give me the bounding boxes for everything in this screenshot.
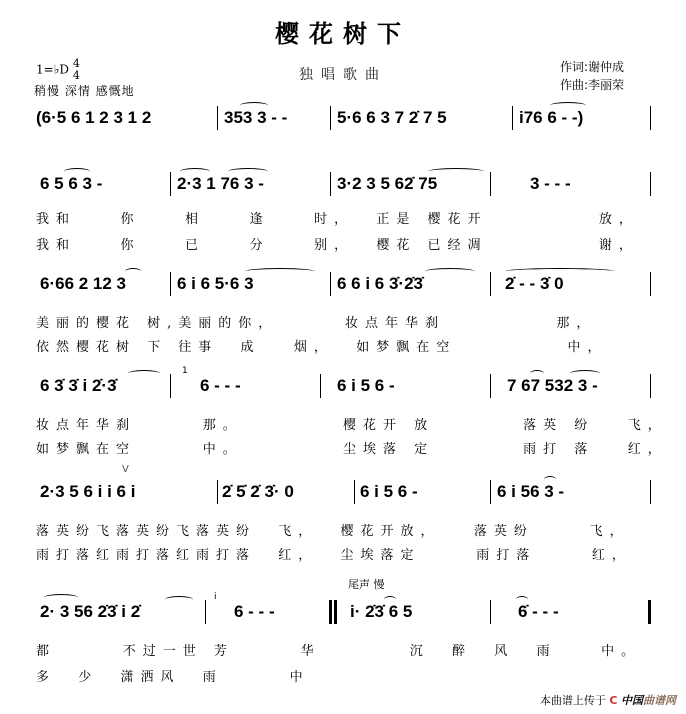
score-line-5 — [0, 464, 686, 504]
time-top: 4 — [72, 57, 80, 70]
barline — [354, 480, 355, 504]
slur — [544, 476, 556, 483]
measure: i76 6 - -) — [519, 108, 584, 127]
repeat-end-barline — [329, 600, 332, 624]
measure: 3·2 3 5 62̇ 75 — [337, 174, 438, 193]
lyric-verse-1: 妆点年华刹 那。 樱花开 放 落英 纷 飞， — [36, 418, 668, 433]
lyric-verse-2: 多 少 潇洒风 雨 中 — [36, 670, 310, 685]
slur — [125, 268, 141, 275]
score-line-1 — [0, 106, 686, 130]
upload-text: 本曲谱上传于 — [539, 694, 606, 707]
score-line-3 — [0, 272, 686, 296]
key-signature — [36, 58, 80, 82]
barline — [650, 374, 651, 398]
measure: 2̇ 5̇ 2̇ 3̇· 0 — [222, 482, 294, 501]
song-title: 樱花树下 — [275, 19, 411, 48]
measure: 6 - - - — [200, 376, 241, 395]
score-line-6 — [0, 592, 686, 624]
tempo-marking: 稍慢 深情 感慨地 — [34, 84, 135, 98]
site-name-part-b: 曲谱网 — [643, 694, 676, 707]
measure: 6 3̇ 3̇ i 2̇·3̇ — [40, 376, 117, 395]
measure: 6 i 56 3 - — [497, 482, 565, 501]
barline — [205, 600, 206, 624]
time-bottom: 4 — [72, 69, 80, 82]
slur — [64, 168, 90, 175]
composer: 作曲:李丽荣 — [560, 78, 625, 92]
measure: 5·6 6 3 7 2̇ 7 5 — [337, 108, 447, 127]
lyric-verse-1: 都 不过一世 芳 华 沉 醉 风 雨 中。 — [36, 644, 642, 659]
barline — [170, 374, 171, 398]
measure: i· 2̇3̇ 6 5 — [350, 602, 413, 621]
barline — [170, 272, 171, 296]
barline — [650, 480, 651, 504]
measure: 6 i 6 5·6 3 — [177, 274, 254, 293]
barline — [217, 480, 218, 504]
measure: 6̇ - - - — [518, 602, 559, 621]
slur — [384, 596, 396, 603]
final-barline — [648, 600, 651, 624]
breath-mark: V — [122, 464, 129, 475]
measure: (6·5 6 1 2 3 1 2 — [36, 108, 152, 127]
barline — [650, 272, 651, 296]
slur — [425, 268, 475, 275]
measure: 3 - - - — [530, 174, 571, 193]
barline — [650, 172, 651, 196]
measure: 2·3 5 6 i i 6 i — [40, 482, 136, 501]
barline — [330, 172, 331, 196]
lyric-verse-2: 我和 你 已 分 别， 樱花 已经凋 谢， — [36, 238, 639, 253]
measure: 6·66 2 12 3 — [40, 274, 127, 293]
slur — [240, 102, 268, 109]
slur — [245, 268, 315, 275]
slur — [128, 370, 160, 377]
measure: 2· 3 56 2̇3̇ i 2̇ — [40, 602, 141, 621]
score-line-4 — [0, 366, 686, 398]
slur — [550, 102, 586, 109]
grace-note: 1 — [182, 366, 188, 376]
slur — [505, 268, 615, 275]
measure: 6 i 5 6 - — [360, 482, 418, 501]
barline — [490, 600, 491, 624]
fermata-icon — [516, 596, 528, 603]
score-line-2 — [0, 172, 686, 196]
song-subtitle: 独唱歌曲 — [299, 67, 387, 83]
barline — [490, 480, 491, 504]
measure: 6 i 5 6 - — [337, 376, 395, 395]
measure: 6 - - - — [234, 602, 275, 621]
barline — [320, 374, 321, 398]
slur — [530, 370, 544, 377]
site-logo-icon: C — [609, 694, 618, 707]
grace-note: i — [214, 592, 217, 602]
time-signature — [73, 58, 80, 82]
slur — [180, 168, 210, 175]
lyric-verse-2: 依然樱花树 下 往事 成 烟， 如梦飘在空 中， — [36, 340, 608, 355]
measure: 6 5 6 3 - — [40, 174, 103, 193]
slur — [44, 594, 78, 601]
lyric-verse-1: 美丽的樱花 树,美丽的你， 妆点年华刹 那， — [36, 316, 597, 331]
site-name-part-a: 中国 — [621, 694, 643, 707]
barline — [330, 272, 331, 296]
slur — [428, 168, 484, 175]
lyric-verse-1: 我和 你 相 逢 时， 正是 樱花开 放， — [36, 212, 639, 227]
barline — [490, 172, 491, 196]
slur — [228, 168, 268, 175]
coda-label: 尾声 慢 — [348, 578, 385, 591]
slur — [165, 596, 193, 603]
repeat-start-barline — [334, 600, 337, 624]
barline — [217, 106, 218, 130]
lyric-verse-2: 雨打落红雨打落红雨打落 红， 尘埃落定 雨打落 红， — [36, 548, 632, 563]
lyric-verse-1: 落英纷飞落英纷飞落英纷 飞， 樱花开放， 落英纷 飞， — [36, 524, 630, 539]
lyric-verse-2: 如梦飘在空 中。 尘埃落 定 雨打 落 红， — [36, 442, 668, 457]
barline — [330, 106, 331, 130]
barline — [490, 272, 491, 296]
measure: 6 6 i 6 3̇·2̇3̇ — [337, 274, 424, 293]
barline — [170, 172, 171, 196]
measure: 7 67 532 3 - — [507, 376, 598, 395]
slur — [570, 370, 600, 377]
barline — [512, 106, 513, 130]
footer-watermark — [540, 692, 676, 708]
lyricist: 作词:谢仲成 — [560, 60, 625, 74]
measure: 353 3 - - — [224, 108, 288, 127]
measure: 2·3 1 76 3 - — [177, 174, 264, 193]
barline — [490, 374, 491, 398]
barline — [650, 106, 651, 130]
key-label: 1=♭D — [36, 62, 69, 77]
measure: 2̇ - - 3̇ 0 — [505, 274, 564, 293]
